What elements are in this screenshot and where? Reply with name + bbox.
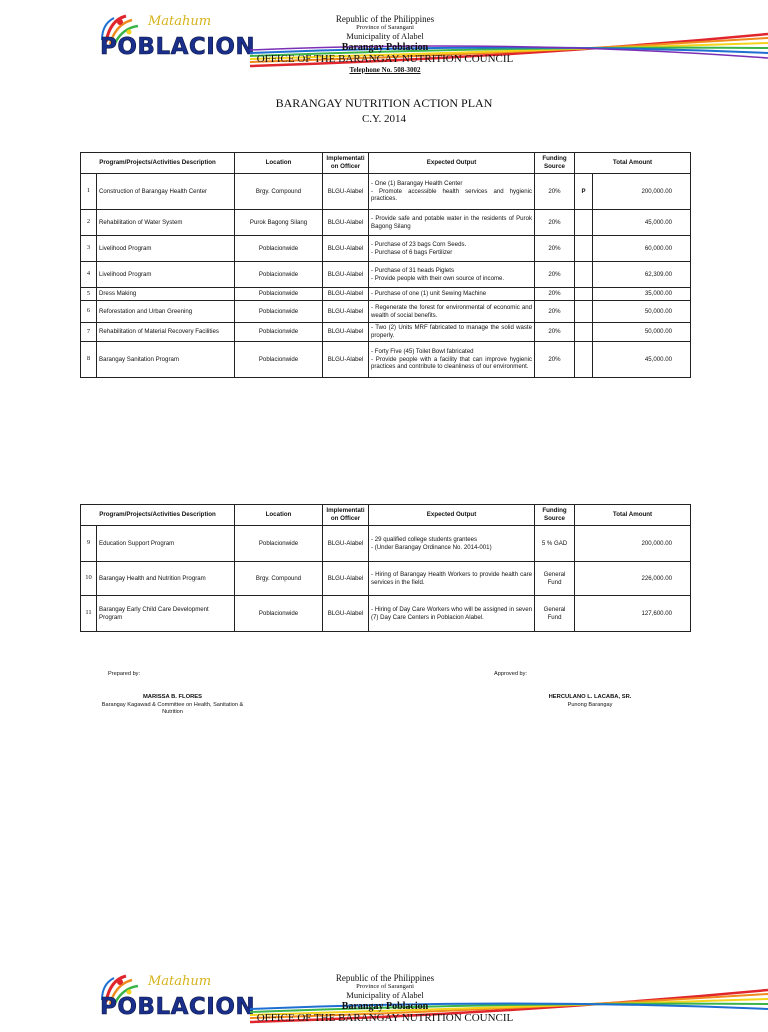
peso-sign bbox=[575, 262, 593, 288]
table-row bbox=[81, 562, 691, 596]
letterhead-text bbox=[250, 973, 520, 1025]
amount-cell: 62,309.00 bbox=[593, 262, 691, 288]
output-line: - (Under Barangay Ordinance No. 2014-001) bbox=[371, 543, 492, 551]
officer-cell: BLGU-Alabel bbox=[323, 323, 369, 342]
officer-cell: BLGU-Alabel bbox=[323, 301, 369, 323]
col-officer-header: Implementati on Officer bbox=[323, 505, 369, 526]
approved-by-title: Punong Barangay bbox=[567, 701, 613, 708]
row-number: 11 bbox=[81, 596, 97, 632]
country-line: Republic of the Philippines bbox=[335, 973, 435, 983]
page-subtitle: C.Y. 2014 bbox=[361, 113, 407, 125]
col-location-header: Location bbox=[235, 153, 323, 174]
prepared-by-block bbox=[100, 694, 245, 716]
table-row bbox=[81, 323, 691, 342]
office-line: OFFICE OF THE BARANGAY NUTRITION COUNCIL bbox=[256, 53, 514, 66]
peso-sign bbox=[575, 323, 593, 342]
expected-output-cell bbox=[369, 288, 535, 301]
program-cell: Construction of Barangay Health Center bbox=[97, 174, 235, 210]
country-line: Republic of the Philippines bbox=[335, 14, 435, 24]
expected-output-cell bbox=[369, 210, 535, 236]
expected-output-cell bbox=[369, 596, 535, 632]
location-cell: Brgy. Compound bbox=[235, 562, 323, 596]
office-line: OFFICE OF THE BARANGAY NUTRITION COUNCIL bbox=[256, 1012, 514, 1025]
poblacion-logo bbox=[96, 972, 256, 1032]
output-line: - Forty Five (45) Toilet Bowl fabricated bbox=[371, 348, 474, 356]
peso-sign bbox=[575, 301, 593, 323]
amount-cell: 45,000.00 bbox=[593, 210, 691, 236]
output-line: - Provide people with a facility that can improve hygienic practices and contribute to cleanliness of our environment. bbox=[371, 355, 533, 371]
location-cell: Poblacionwide bbox=[235, 262, 323, 288]
approved-by-block bbox=[520, 694, 660, 709]
officer-cell: BLGU-Alabel bbox=[323, 262, 369, 288]
municipality-line: Municipality of Alabel bbox=[346, 30, 424, 41]
funding-cell: 20% bbox=[535, 288, 575, 301]
program-cell: Barangay Early Child Care Development Program bbox=[97, 596, 235, 632]
expected-output-cell bbox=[369, 262, 535, 288]
col-location-header: Location bbox=[235, 505, 323, 526]
row-number: 5 bbox=[81, 288, 97, 301]
row-number: 1 bbox=[81, 174, 97, 210]
row-number: 4 bbox=[81, 262, 97, 288]
table-row bbox=[81, 210, 691, 236]
prepared-by-name: MARISSA B. FLORES bbox=[142, 694, 203, 700]
row-number: 6 bbox=[81, 301, 97, 323]
prepared-by-title: Barangay Kagawad & Committee on Health, Sanitation & Nutrition bbox=[101, 701, 244, 715]
action-plan-table-1 bbox=[80, 152, 691, 378]
col-output-header: Expected Output bbox=[369, 505, 535, 526]
row-number: 2 bbox=[81, 210, 97, 236]
output-line: - Hiring of Barangay Health Workers to provide health care services in the field. bbox=[371, 570, 533, 586]
funding-cell: 5 % GAD bbox=[535, 526, 575, 562]
location-cell: Poblacionwide bbox=[235, 526, 323, 562]
peso-sign bbox=[575, 342, 593, 378]
program-cell: Barangay Health and Nutrition Program bbox=[97, 562, 235, 596]
officer-cell: BLGU-Alabel bbox=[323, 236, 369, 262]
output-line: - Hiring of Day Care Workers who will be assigned in seven (7) Day Care Centers in Poblacion Alabel. bbox=[371, 605, 533, 621]
officer-cell: BLGU-Alabel bbox=[323, 526, 369, 562]
peso-sign: P bbox=[575, 174, 593, 210]
page-title: BARANGAY NUTRITION ACTION PLAN bbox=[275, 96, 493, 110]
expected-output-cell bbox=[369, 301, 535, 323]
funding-cell: 20% bbox=[535, 262, 575, 288]
logo-script-text: Matahum bbox=[148, 974, 212, 989]
program-cell: Reforestation and Urban Greening bbox=[97, 301, 235, 323]
barangay-line: Barangay Poblacion bbox=[341, 1000, 429, 1012]
program-cell: Livelihood Program bbox=[97, 236, 235, 262]
telephone-line: Telephone No. 508-3002 bbox=[349, 65, 421, 74]
peso-sign bbox=[575, 236, 593, 262]
expected-output-cell bbox=[369, 236, 535, 262]
col-total-header: Total Amount bbox=[575, 153, 691, 174]
output-line: - Purchase of 23 bags Corn Seeds. bbox=[371, 240, 467, 248]
program-cell: Education Support Program bbox=[97, 526, 235, 562]
expected-output-cell bbox=[369, 323, 535, 342]
poblacion-logo bbox=[96, 12, 256, 72]
funding-cell: General Fund bbox=[535, 562, 575, 596]
expected-output-cell bbox=[369, 342, 535, 378]
officer-cell: BLGU-Alabel bbox=[323, 174, 369, 210]
table-row bbox=[81, 301, 691, 323]
expected-output-cell bbox=[369, 174, 535, 210]
funding-cell: 20% bbox=[535, 301, 575, 323]
approved-by-name: HERCULANO L. LACABA, SR. bbox=[548, 694, 632, 700]
col-funding-header: Funding Source bbox=[535, 505, 575, 526]
amount-cell: 45,000.00 bbox=[593, 342, 691, 378]
officer-cell: BLGU-Alabel bbox=[323, 596, 369, 632]
program-cell: Barangay Sanitation Program bbox=[97, 342, 235, 378]
table-row bbox=[81, 262, 691, 288]
letterhead-text bbox=[250, 14, 520, 74]
output-line: - Provide safe and potable water in the residents of Purok Bagong Silang bbox=[371, 214, 533, 230]
amount-cell: 200,000.00 bbox=[575, 526, 691, 562]
table-row bbox=[81, 174, 691, 210]
table-row bbox=[81, 288, 691, 301]
location-cell: Poblacionwide bbox=[235, 596, 323, 632]
officer-cell: BLGU-Alabel bbox=[323, 210, 369, 236]
row-number: 10 bbox=[81, 562, 97, 596]
location-cell: Purok Bagong Silang bbox=[235, 210, 323, 236]
location-cell: Poblacionwide bbox=[235, 342, 323, 378]
table-header-row bbox=[81, 153, 691, 174]
prepared-by-label: Prepared by: bbox=[108, 671, 141, 677]
barangay-line: Barangay Poblacion bbox=[341, 41, 429, 53]
output-line: - Purchase of one (1) unit Sewing Machine bbox=[371, 290, 487, 298]
output-line: - Regenerate the forest for environmental of economic and wealth of social benefits. bbox=[371, 303, 533, 319]
action-plan-table-2 bbox=[80, 504, 691, 632]
peso-sign bbox=[575, 288, 593, 301]
output-line: - 29 qualified college students grantees bbox=[371, 535, 478, 543]
program-cell: Dress Making bbox=[97, 288, 235, 301]
output-line: - Purchase of 6 bags Fertilizer bbox=[371, 248, 453, 256]
location-cell: Poblacionwide bbox=[235, 288, 323, 301]
funding-cell: General Fund bbox=[535, 596, 575, 632]
col-funding-header: Funding Source bbox=[535, 153, 575, 174]
col-total-header: Total Amount bbox=[575, 505, 691, 526]
logo-wordmark: POBLACION bbox=[100, 34, 256, 60]
output-line: - Promote accessible health services and hygienic practices. bbox=[371, 187, 533, 203]
expected-output-cell bbox=[369, 562, 535, 596]
approved-by-label: Approved by: bbox=[494, 671, 527, 677]
output-line: - Purchase of 31 heads Piglets bbox=[371, 266, 455, 274]
row-number: 7 bbox=[81, 323, 97, 342]
table-row bbox=[81, 236, 691, 262]
funding-cell: 20% bbox=[535, 210, 575, 236]
location-cell: Poblacionwide bbox=[235, 323, 323, 342]
table-header-row bbox=[81, 505, 691, 526]
col-officer-header: Implementati on Officer bbox=[323, 153, 369, 174]
amount-cell: 200,000.00 bbox=[593, 174, 691, 210]
row-number: 3 bbox=[81, 236, 97, 262]
peso-sign bbox=[575, 210, 593, 236]
row-number: 8 bbox=[81, 342, 97, 378]
amount-cell: 50,000.00 bbox=[593, 323, 691, 342]
location-cell: Poblacionwide bbox=[235, 236, 323, 262]
officer-cell: BLGU-Alabel bbox=[323, 288, 369, 301]
funding-cell: 20% bbox=[535, 236, 575, 262]
amount-cell: 35,000.00 bbox=[593, 288, 691, 301]
expected-output-cell bbox=[369, 526, 535, 562]
amount-cell: 60,000.00 bbox=[593, 236, 691, 262]
col-program-header: Program/Projects/Activities Description bbox=[81, 505, 235, 526]
amount-cell: 127,600.00 bbox=[575, 596, 691, 632]
amount-cell: 226,000.00 bbox=[575, 562, 691, 596]
funding-cell: 20% bbox=[535, 342, 575, 378]
output-line: - Two (2) Units MRF fabricated to manage the solid waste properly. bbox=[371, 324, 533, 339]
table-row bbox=[81, 342, 691, 378]
officer-cell: BLGU-Alabel bbox=[323, 342, 369, 378]
program-cell: Livelihood Program bbox=[97, 262, 235, 288]
table-row bbox=[81, 526, 691, 562]
logo-script-text: Matahum bbox=[148, 14, 212, 29]
program-cell: Rehabilitation of Material Recovery Facilities bbox=[97, 323, 235, 342]
funding-cell: 20% bbox=[535, 323, 575, 342]
output-line: - Provide people with their own source of income. bbox=[371, 274, 505, 282]
location-cell: Brgy. Compound bbox=[235, 174, 323, 210]
municipality-line: Municipality of Alabel bbox=[346, 989, 424, 1000]
location-cell: Poblacionwide bbox=[235, 301, 323, 323]
province-line: Province of Sarangani bbox=[356, 24, 414, 32]
col-output-header: Expected Output bbox=[369, 153, 535, 174]
amount-cell: 50,000.00 bbox=[593, 301, 691, 323]
table-row bbox=[81, 596, 691, 632]
program-cell: Rehabilitation of Water System bbox=[97, 210, 235, 236]
funding-cell: 20% bbox=[535, 174, 575, 210]
logo-wordmark: POBLACION bbox=[100, 994, 256, 1020]
output-line: - One (1) Barangay Health Center bbox=[371, 180, 463, 188]
province-line: Province of Sarangani bbox=[356, 983, 414, 991]
col-program-header: Program/Projects/Activities Description bbox=[81, 153, 235, 174]
row-number: 9 bbox=[81, 526, 97, 562]
officer-cell: BLGU-Alabel bbox=[323, 562, 369, 596]
